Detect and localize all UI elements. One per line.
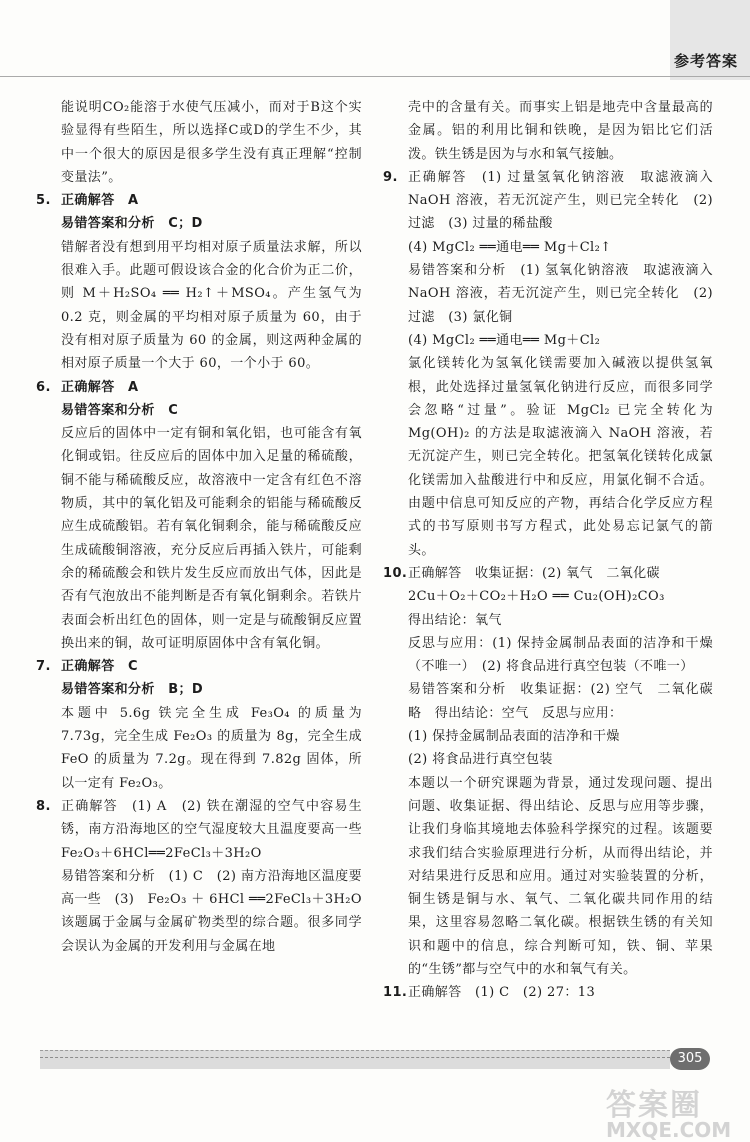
- error-analysis-heading: 易错答案和分析 B；D: [61, 682, 204, 698]
- question-number: 8.: [36, 798, 51, 814]
- correct-answer: 正确解答 (1) 过量氢氧化钠溶液 取滤液滴入 NaOH 溶液，若无沉淀产生，则已完全转化 (2) 过滤 (3) 过量的稀盐酸: [408, 169, 713, 232]
- question-9: [383, 166, 713, 562]
- explanation: 该题属于金属与金属矿物类型的综合题。很多同学会误认为金属的开发利用与金属在地: [61, 915, 362, 954]
- question-number: 6.: [36, 379, 51, 395]
- error-analysis: 易错答案和分析 收集证据：(2) 空气 二氧化碳 略 得出结论：空气 反思与应用：: [408, 682, 727, 721]
- question-5: [36, 189, 362, 375]
- question-number: 7.: [36, 659, 51, 675]
- error-analysis: 易错答案和分析 (1) 氢氧化钠溶液 取滤液滴入 NaOH 溶液，若无沉淀产生，则已完全转化 (2) 过滤 (3) 氯化铜: [408, 263, 713, 325]
- question-number: 11.: [383, 985, 408, 1001]
- error-point: (2) 将食品进行真空包装: [408, 752, 553, 768]
- explanation: 氯化镁转化为氢氧化镁需要加入碱液以提供氢氧根，此处选择过量氢氧化钠进行反应，而很多同学会忽略“过量”。验证 MgCl₂ 已完全转化为 Mg(OH)₂ 的方法是取滤液滴入 NaOH 溶液，若无沉淀产生，则已完全转化。把氢氧化镁转化成氯化镁需加入盐酸进行中和反应，用氯化铜不合适。由题中信息可知反应的产物，再结合化学反应方程式的书写原则书写方程式，此处易忘记氯气的箭头。: [408, 356, 713, 558]
- watermark-url: MXQE.COM: [606, 1118, 732, 1142]
- correct-answer: 正确解答 收集证据：(2) 氧气 二氧化碳: [408, 565, 660, 581]
- question-8: [36, 795, 376, 958]
- equation: (4) MgCl₂ ══通电══ Mg＋Cl₂: [408, 332, 601, 348]
- error-analysis-heading: 易错答案和分析 C；D: [61, 216, 203, 232]
- left-column: [36, 96, 376, 958]
- right-column: [383, 96, 727, 1005]
- error-analysis-heading: 易错答案和分析 C: [61, 402, 179, 418]
- question-7: [36, 655, 362, 795]
- correct-answer: 正确解答 (1) A (2) 铁在潮湿的空气中容易生锈，南方沿海地区的空气湿度较大且温度要高一些 Fe₂O₃＋6HCl══2FeCl₃＋3H₂O: [61, 798, 376, 861]
- error-analysis: 易错答案和分析 (1) C (2) 南方沿海地区温度要高一些 (3) Fe₂O₃ ＋ 6HCl ══2FeCl₃＋3H₂O: [61, 868, 362, 908]
- intro-paragraph: 能说明CO₂能溶于水使气压减小，而对于B这个实验显得有些陌生，所以选择C或D的学生不少，其中一个很大的原因是很多学生没有真正理解“控制变量法”。: [61, 100, 362, 185]
- reflection: 反思与应用：(1) 保持金属制品表面的洁净和干燥（不唯一） (2) 将食品进行真空包装（不唯一）: [408, 635, 713, 675]
- question-number: 10.: [383, 565, 408, 581]
- question-11: [383, 981, 713, 1004]
- explanation: 错解者没有想到用平均相对原子质量法求解，所以很难入手。此题可假设该合金的化合价为正二价，则 M＋H₂SO₄ ══ H₂↑＋MSO₄。产生氢气为 0.2 克，则金属的平均相对原子质量为 60，由于没有相对原子质量为 60 的金属，则这两种金属的相对原子质量一个大于 60，一个小于 60。: [61, 239, 362, 372]
- header-divider: [0, 76, 750, 77]
- explanation: 反应后的固体中一定有铜和氧化铝，也可能含有氧化铜或铝。往反应后的固体中加入足量的稀硫酸，铜不能与稀硫酸反应，故溶液中一定含有红色不溶物质，其中的氧化铝及可能剩余的铝能与稀硫酸反应生成硫酸铝。若有氧化铜剩余，能与稀硫酸反应生成硫酸铜溶液，充分反应后再插入铁片，可能剩余的稀硫酸会和铁片发生反应而放出气体，因此是否有气泡放出不能判断是否有氧化铜剩余。若铁片表面会析出红色的固体，则一定是与硫酸铜反应置换出来的铜，故可证明原固体中含有氧化铜。: [61, 426, 362, 651]
- conclusion: 得出结论：氧气: [408, 612, 502, 628]
- correct-answer: 正确解答 (1) C (2) 27：13: [408, 985, 596, 1001]
- watermark-logo: [606, 1080, 731, 1142]
- question-number: 5.: [36, 193, 51, 209]
- error-point: (1) 保持金属制品表面的洁净和干燥: [408, 729, 620, 745]
- question-6: [36, 376, 362, 656]
- correct-answer: 正确解答 C: [61, 659, 138, 675]
- explanation: 本题中 5.6g 铁完全生成 Fe₃O₄ 的质量为 7.73g，完全生成 Fe₂O₃ 的质量为 8g，完全生成 FeO 的质量为 7.2g。现在得到 7.82g 固体，所以一定有 Fe₂O₃。: [61, 705, 362, 791]
- page-header-title: 参考答案: [673, 52, 738, 70]
- equation: 2Cu＋O₂＋CO₂＋H₂O ══ Cu₂(OH)₂CO₃: [408, 589, 665, 605]
- explanation: 本题以一个研究课题为背景，通过发现问题、提出问题、收集证据、得出结论、反思与应用等步骤，让我们身临其境地去体验科学探究的过程。该题要求我们结合实验原理进行分析，从而得出结论，并对结果进行反思和应用。通过对实验装置的分析，铜生锈是铜与水、氧气、二氧化碳共同作用的结果，这里容易忽略二氧化碳。根据铁生锈的有关知识和题中的信息，综合判断可知，铁、铜、苹果的“生锈”都与空气中的水和氧气有关。: [408, 775, 713, 977]
- correct-answer: 正确解答 A: [61, 379, 139, 395]
- page-number: 305: [670, 1048, 710, 1070]
- question-10: [383, 562, 727, 981]
- question-number: 9.: [383, 169, 398, 185]
- correct-answer: 正确解答 A: [61, 193, 139, 209]
- equation: (4) MgCl₂ ══通电══ Mg＋Cl₂↑: [408, 239, 612, 255]
- continued-paragraph: 壳中的含量有关。而事实上铝是地壳中含量最高的金属。铝的利用比铜和铁晚，是因为铝比它们活泼。铁生锈是因为与水和氧气接触。: [408, 100, 713, 162]
- footer-band: [40, 1050, 670, 1069]
- watermark-text: 答案圈: [606, 1088, 702, 1123]
